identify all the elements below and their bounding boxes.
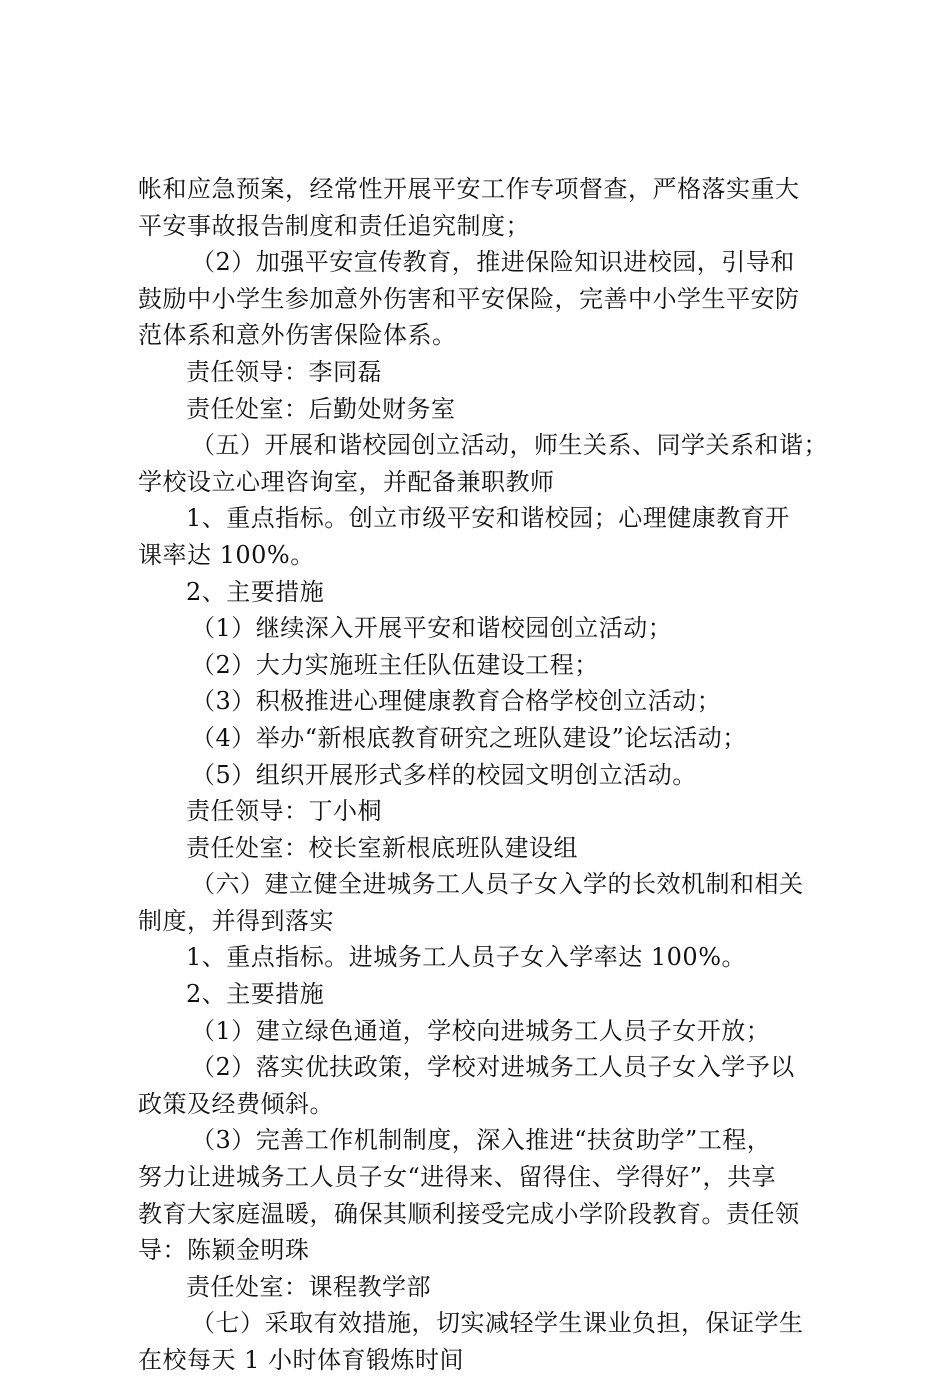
text-line: 责任处室：课程教学部 (186, 1272, 431, 1301)
text-line: 帐和应急预案，经常性开展平安工作专项督查，严格落实重大 (138, 175, 800, 203)
text-line: 1、重点指标。创立市级平安和谐校园；心理健康教育开 (186, 504, 790, 533)
text-line: （5）组织开展形式多样的校园文明创立活动。 (191, 760, 697, 789)
text-line: 导：陈颖金明珠 (138, 1236, 310, 1265)
text-line: 责任领导：李同磊 (186, 357, 382, 386)
text-line: （3）积极推进心理健康教育合格学校创立活动； (191, 687, 722, 716)
text-line: 范体系和意外伤害保险体系。 (138, 321, 457, 350)
text-line: （2）加强平安宣传教育，推进保险知识进校园，引导和 (191, 248, 795, 277)
text-line: 制度，并得到落实 (138, 906, 334, 935)
text-line: 责任领导：丁小桐 (186, 797, 382, 826)
text-line: （1）继续深入开展平安和谐校园创立活动； (191, 614, 673, 643)
text-line: 鼓励中小学生参加意外伤害和平安保险，完善中小学生平安防 (138, 284, 800, 313)
text-line: （七）采取有效措施，切实减轻学生课业负担，保证学生 (191, 1309, 804, 1338)
text-line: 教育大家庭温暖，确保其顺利接受完成小学阶段教育。责任领 (138, 1199, 800, 1228)
text-line: （五）开展和谐校园创立活动，师生关系、同学关系和谐； (191, 431, 828, 460)
text-line: （3）完善工作机制制度，深入推进“扶贫助学”工程， (191, 1126, 772, 1155)
text-line: 平安事故报告制度和责任追究制度； (138, 211, 530, 240)
text-line: 学校设立心理咨询室，并配备兼职教师 (138, 467, 555, 496)
text-line: 努力让进城务工人员子女“进得来、留得住、学得好”，共享 (138, 1163, 777, 1192)
text-line: 责任处室：后勤处财务室 (186, 394, 456, 423)
text-line: 责任处室：校长室新根底班队建设组 (186, 833, 578, 862)
text-line: 1、重点指标。进城务工人员子女入学率达 100%。 (186, 943, 747, 972)
text-line: （2）大力实施班主任队伍建设工程； (191, 650, 599, 679)
document-body (138, 171, 828, 1379)
text-line: 2、主要措施 (186, 577, 325, 606)
text-line: 课率达 100%。 (138, 540, 315, 569)
text-line: （2）落实优扶政策，学校对进城务工人员子女入学予以 (191, 1053, 795, 1082)
text-line: （4）举办“新根底教育研究之班队建设”论坛活动； (191, 723, 747, 752)
text-line: 在校每天 1 小时体育锻炼时间 (138, 1346, 465, 1374)
text-line: 2、主要措施 (186, 980, 325, 1009)
text-line: （六）建立健全进城务工人员子女入学的长效机制和相关 (191, 870, 804, 899)
text-line: （1）建立绿色通道，学校向进城务工人员子女开放； (191, 1016, 771, 1045)
text-line: 政策及经费倾斜。 (138, 1089, 334, 1118)
